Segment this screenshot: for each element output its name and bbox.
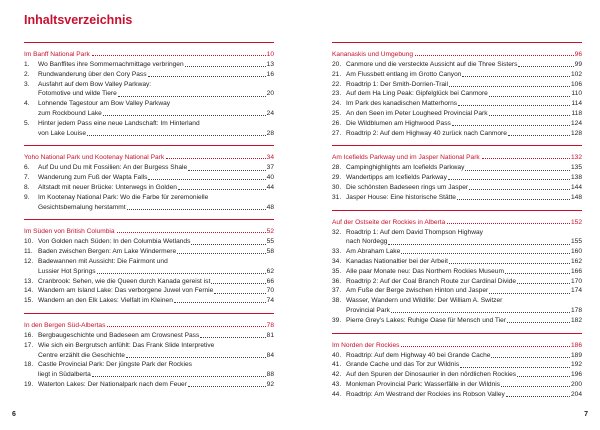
- section-heading-page: 78: [266, 321, 274, 329]
- section-heading: [24, 42, 274, 60]
- toc-entry: [24, 89, 274, 99]
- entry-title: Am Abraham Lake: [346, 248, 401, 256]
- toc-section: [24, 313, 274, 390]
- entry-page: 81: [266, 331, 274, 339]
- toc-entry: [332, 80, 582, 90]
- entry-number: 25.: [332, 109, 342, 117]
- entry-number: 13.: [24, 277, 34, 285]
- entry-title: Alle paar Monate neu: Das Northern Rockies Museum: [346, 267, 504, 275]
- entry-page: 28: [266, 129, 274, 137]
- entry-title: Altstadt mit neuer Brücke: Unterwegs in Golden: [38, 183, 177, 191]
- entry-page: 74: [266, 297, 274, 305]
- toc-entry: [332, 296, 582, 306]
- toc-entry: [332, 119, 582, 129]
- entry-title: Im Park des kanadischen Matterhorns: [346, 100, 458, 108]
- toc-entry: [24, 267, 274, 277]
- toc-entry: [24, 370, 274, 380]
- entry-title: Bergbaugeschichte und Badeseen am Crowsnest Pass: [38, 331, 200, 339]
- entry-page: 99: [574, 61, 582, 68]
- dot-leader: [517, 376, 570, 377]
- entry-number: 21.: [332, 70, 342, 78]
- dot-leader: [103, 115, 266, 116]
- dot-leader: [457, 199, 570, 200]
- entry-number: 24.: [332, 100, 342, 108]
- entry-number: 41.: [332, 361, 342, 369]
- dot-leader: [489, 293, 570, 294]
- dot-leader: [188, 170, 265, 171]
- dot-leader: [507, 322, 570, 323]
- toc-entry: [332, 277, 582, 287]
- dot-leader: [185, 66, 266, 67]
- toc-entry: [332, 109, 582, 119]
- entry-page: 13: [266, 61, 274, 68]
- entry-title: Am Flussbett entlang im Grotto Canyon: [346, 70, 462, 78]
- dot-leader: [87, 135, 266, 136]
- right-page-column: [332, 42, 582, 400]
- dot-leader: [117, 232, 266, 233]
- toc-title: Inhaltsverzeichnis: [24, 13, 133, 27]
- toc-entry: [332, 183, 582, 193]
- entry-number: 15.: [24, 297, 34, 305]
- toc-entry: [24, 80, 274, 90]
- section-heading-text: Am Icefields Parkway und im Jasper National Park: [332, 154, 480, 162]
- entry-title: Wandern am Island Lake: Das verborgene Juwel von Fernie: [38, 287, 214, 295]
- entry-page: 166: [570, 267, 582, 275]
- entry-title: Campinghighlights am Icefields Parkway: [346, 164, 465, 172]
- toc-entry: [24, 173, 274, 183]
- dot-leader: [391, 312, 570, 313]
- entry-page: 114: [571, 100, 582, 108]
- entry-title: Im Kootenay National Park: Wo die Farbe für zeremonielle: [38, 193, 209, 201]
- section-heading: [332, 145, 582, 163]
- entry-title: Auf dem Ha Ling Peak: Gipfelglück bei Canmore: [346, 90, 488, 98]
- toc-entry: [24, 163, 274, 173]
- section-heading: [332, 333, 582, 351]
- dot-leader: [107, 326, 265, 327]
- entry-number: 36.: [332, 277, 342, 285]
- entry-title: Wasser, Wandern und Wildlife: Der William A. Switzer: [346, 297, 503, 305]
- toc-entry: [332, 267, 582, 277]
- section-gap: [24, 212, 274, 219]
- entry-title: Provincial Park: [346, 306, 390, 314]
- section-gap: [24, 306, 274, 313]
- entry-title: Baden zwischen Bergen: Am Lake Windermere: [38, 248, 177, 256]
- entry-number: 39.: [332, 316, 342, 324]
- toc-entry: [332, 286, 582, 296]
- toc-section: [332, 210, 582, 326]
- entry-number: 8.: [24, 183, 30, 191]
- toc-entry: [332, 237, 582, 247]
- entry-title: Waterton Lakes: Der Nationalpark nach dem Feuer: [38, 380, 187, 388]
- entry-title: Die schönsten Badeseen rings um Jasper: [346, 183, 469, 191]
- dot-leader: [211, 283, 265, 284]
- dot-leader: [415, 55, 574, 56]
- entry-page: 174: [570, 287, 582, 295]
- dot-leader: [506, 396, 570, 397]
- dot-leader: [518, 66, 573, 67]
- entry-title: Roadtrip 2: Auf dem Highway 40 zurück nach Canmore: [346, 129, 507, 137]
- entry-number: 11.: [24, 248, 33, 256]
- dot-leader: [452, 125, 570, 126]
- section-heading-page: 152: [570, 218, 582, 226]
- entry-title: Grande Cache und das Tor zur Wildnis: [346, 361, 460, 369]
- entry-title: Roadtrip: Auf dem Highway 40 bei Grande Cache: [346, 351, 491, 359]
- dot-leader: [449, 263, 570, 264]
- entry-page: 118: [571, 109, 582, 117]
- entry-title: Gesichtsbemalung herstammt: [38, 203, 126, 211]
- section-heading: [24, 219, 274, 237]
- toc-entry: [332, 360, 582, 370]
- entry-title: Fotomotive und wilde Tiere: [38, 90, 117, 98]
- entry-page: 124: [570, 119, 582, 127]
- entry-title: Jasper House: Eine historische Stätte: [346, 193, 456, 201]
- right-page-number: 7: [584, 411, 588, 418]
- entry-page: 102: [570, 70, 582, 78]
- entry-title: Canmore und die versteckte Aussicht auf die Three Sisters: [346, 61, 518, 68]
- section-heading-text: Im Banff National Park: [24, 51, 90, 58]
- toc-entry: [332, 163, 582, 173]
- entry-page: 138: [570, 174, 582, 182]
- section-gap: [332, 203, 582, 210]
- toc-entry: [332, 129, 582, 139]
- dot-leader: [401, 253, 570, 254]
- toc-entry: [332, 390, 582, 400]
- entry-number: 7.: [24, 174, 30, 182]
- entry-title: Ausfahrt auf dem Bow Valley Parkway:: [38, 80, 152, 88]
- section-gap: [332, 138, 582, 145]
- entry-page: 170: [570, 277, 582, 285]
- entry-number: 31.: [332, 193, 342, 201]
- entry-page: 106: [570, 80, 582, 88]
- entry-page: 160: [570, 248, 582, 256]
- entry-title: nach Nordegg: [346, 238, 388, 246]
- section-heading-text: Im Norden der Rockies: [332, 341, 400, 349]
- entry-page: 200: [570, 380, 582, 388]
- dot-leader: [92, 376, 266, 377]
- entry-number: 17.: [24, 341, 34, 349]
- entry-page: 58: [266, 248, 274, 256]
- entry-title: Badewannen mit Aussicht: Die Fairmont und: [38, 257, 168, 265]
- entry-title: Roadtrip 2: Auf der Coal Branch Route zur Cardinal Divide: [346, 277, 517, 285]
- entry-page: 192: [570, 361, 582, 369]
- section-heading: [332, 210, 582, 228]
- entry-number: 9.: [24, 193, 30, 201]
- entry-page: 92: [266, 380, 274, 388]
- dot-leader: [465, 170, 570, 171]
- entry-page: 84: [266, 351, 274, 359]
- toc-entry: [24, 247, 274, 257]
- toc-entry: [24, 203, 274, 213]
- left-page-number: 6: [12, 411, 16, 418]
- entry-number: 22.: [332, 80, 342, 88]
- section-heading-page: 186: [570, 341, 582, 349]
- dot-leader: [505, 273, 570, 274]
- entry-page: 62: [266, 267, 274, 275]
- dot-leader: [191, 244, 265, 245]
- entry-title: Rundwanderung über den Cory Pass: [38, 70, 147, 78]
- entry-page: 189: [570, 351, 582, 359]
- toc-entry: [24, 277, 274, 287]
- dot-leader: [489, 115, 571, 116]
- entry-number: 10.: [24, 238, 34, 246]
- entry-number: 18.: [24, 361, 34, 369]
- entry-title: An den Seen im Peter Lougheed Provincial Park: [346, 109, 488, 117]
- entry-title: Wandern an den Elk Lakes: Vielfalt im Kleinen: [38, 297, 173, 305]
- entry-title: Lussier Hot Springs: [38, 267, 96, 275]
- dot-leader: [508, 135, 570, 136]
- section-gap: [24, 138, 274, 145]
- entry-page: 196: [570, 371, 582, 379]
- entry-page: 135: [570, 164, 582, 172]
- entry-title: Lohnende Tagestour am Bow Valley Parkway: [38, 100, 171, 108]
- entry-page: 55: [266, 238, 274, 246]
- toc-entry: [24, 380, 274, 390]
- entry-title: Am Fuße der Berge zwischen Hinton und Jasper: [346, 287, 489, 295]
- section-heading-text: In den Bergen Süd-Albertas: [24, 321, 106, 329]
- entry-page: 178: [570, 306, 582, 314]
- dot-leader: [126, 357, 266, 358]
- entry-page: 162: [570, 257, 582, 265]
- entry-number: 38.: [332, 297, 342, 305]
- dot-leader: [469, 189, 570, 190]
- entry-page: 37: [266, 164, 274, 172]
- toc-entry: [332, 60, 582, 70]
- dot-leader: [92, 55, 266, 56]
- entry-title: Roadtrip: Am Westrand der Rockies ins Robson Valley: [346, 390, 505, 398]
- toc-entry: [332, 316, 582, 326]
- section-heading-text: Auf der Ostseite der Rockies in Alberta: [332, 218, 446, 226]
- entry-title: liegt in Südalberta: [38, 371, 91, 379]
- entry-title: Wanderung zum Fuß der Wapta Falls: [38, 174, 148, 182]
- dot-leader: [462, 76, 570, 77]
- dot-leader: [166, 158, 266, 159]
- entry-title: Pierre Grey’s Lakes: Ruhige Oase für Mensch und Tier: [346, 316, 507, 324]
- dot-leader: [177, 253, 265, 254]
- toc-entry: [24, 341, 274, 351]
- toc-entry: [24, 360, 274, 370]
- toc-entry: [24, 119, 274, 129]
- entry-title: Wandertipps am Icefields Parkway: [346, 174, 447, 182]
- section-heading: [24, 313, 274, 331]
- toc-entry: [332, 380, 582, 390]
- dot-leader: [401, 346, 570, 347]
- entry-number: 12.: [24, 257, 34, 265]
- toc-entry: [332, 228, 582, 238]
- dot-leader: [388, 244, 570, 245]
- entry-title: Hinter jedem Pass eine neue Landschaft: Im Hinterland: [38, 119, 200, 127]
- dot-leader: [447, 223, 570, 224]
- entry-page: 20: [266, 90, 274, 98]
- dot-leader: [148, 179, 265, 180]
- toc-entry: [24, 99, 274, 109]
- entry-title: Castle Provincial Park: Der jüngste Park der Rockies: [38, 361, 192, 369]
- entry-page: 40: [266, 174, 274, 182]
- toc-section: [24, 145, 274, 212]
- section-heading-text: Im Süden von British Columbia: [24, 228, 115, 236]
- entry-number: 19.: [24, 380, 34, 388]
- section-heading: [332, 42, 582, 60]
- entry-number: 33.: [332, 248, 342, 256]
- entry-page: 128: [570, 129, 582, 137]
- section-heading-page: 96: [574, 51, 582, 58]
- entry-number: 28.: [332, 164, 342, 172]
- toc-entry: [24, 70, 274, 80]
- toc-section: [24, 219, 274, 306]
- dot-leader: [458, 105, 570, 106]
- dot-leader: [174, 302, 266, 303]
- entry-number: 27.: [332, 129, 342, 137]
- entry-number: 37.: [332, 287, 342, 295]
- entry-page: 44: [266, 183, 274, 191]
- entry-title: Cranbrook: Sehen, wie die Queen durch Kanada gereist ist: [38, 277, 211, 285]
- toc-section: [332, 145, 582, 202]
- entry-number: 6.: [24, 164, 30, 172]
- entry-number: 4.: [24, 100, 30, 108]
- entry-page: 155: [570, 238, 582, 246]
- section-gap: [332, 326, 582, 333]
- section-heading-page: 34: [266, 154, 274, 162]
- dot-leader: [517, 283, 570, 284]
- dot-leader: [127, 209, 266, 210]
- dot-leader: [448, 179, 570, 180]
- toc-entry: [332, 89, 582, 99]
- entry-number: 16.: [24, 331, 34, 339]
- entry-page: 16: [266, 70, 274, 78]
- toc-entry: [24, 331, 274, 341]
- entry-title: Von Golden nach Süden: In den Columbia Wetlands: [38, 238, 191, 246]
- entry-number: 29.: [332, 174, 342, 182]
- dot-leader: [200, 337, 265, 338]
- toc-entry: [332, 247, 582, 257]
- dot-leader: [178, 189, 266, 190]
- entry-number: 43.: [332, 380, 342, 388]
- dot-leader: [491, 357, 570, 358]
- section-heading-page: 10: [266, 51, 274, 58]
- entry-title: Wie sich ein Bergrutsch anfühlt: Das Frank Slide Interpretive: [38, 341, 215, 349]
- toc-entry: [332, 306, 582, 316]
- dot-leader: [188, 386, 266, 387]
- entry-number: 44.: [332, 390, 342, 398]
- left-page-column: [24, 42, 274, 390]
- section-heading-page: 52: [266, 228, 274, 236]
- entry-number: 20.: [332, 61, 342, 68]
- toc-section: [332, 42, 582, 138]
- toc-entry: [332, 70, 582, 80]
- entry-number: 30.: [332, 183, 342, 191]
- dot-leader: [489, 96, 571, 97]
- dot-leader: [501, 386, 570, 387]
- entry-page: 144: [570, 183, 582, 191]
- entry-number: 23.: [332, 90, 342, 98]
- entry-title: Wo Banffites ihre Sommernachmittage verbringen: [38, 61, 184, 68]
- toc-entry: [332, 173, 582, 183]
- entry-number: 32.: [332, 228, 342, 236]
- toc-entry: [24, 193, 274, 203]
- section-heading-page: 132: [570, 154, 582, 162]
- entry-number: 2.: [24, 70, 30, 78]
- entry-page: 182: [570, 316, 582, 324]
- toc-entry: [24, 183, 274, 193]
- toc-entry: [24, 286, 274, 296]
- dot-leader: [482, 158, 570, 159]
- entry-page: 66: [266, 277, 274, 285]
- entry-number: 40.: [332, 351, 342, 359]
- entry-title: Kanadas Nationaltier bei der Arbeit: [346, 257, 448, 265]
- entry-number: 3.: [24, 80, 30, 88]
- entry-number: 42.: [332, 371, 342, 379]
- entry-page: 148: [570, 193, 582, 201]
- section-heading-text: Yoho National Park und Kootenay National Park: [24, 154, 165, 162]
- entry-title: Roadtrip 1: Der Smith-Dorrien-Trail: [346, 80, 448, 88]
- entry-title: Roadtrip 1: Auf dem David Thompson Highway: [346, 228, 483, 236]
- entry-title: Monkman Provincial Park: Wasserfälle in der Wildnis: [346, 380, 501, 388]
- entry-page: 204: [570, 390, 582, 398]
- entry-title: Auf Du und Du mit Fossilien: An der Burgess Shale: [38, 164, 188, 172]
- toc-section: [332, 333, 582, 400]
- section-heading: [24, 145, 274, 163]
- entry-number: 14.: [24, 287, 34, 295]
- toc-entry: [24, 237, 274, 247]
- entry-number: 35.: [332, 267, 342, 275]
- toc-entry: [332, 193, 582, 203]
- dot-leader: [148, 76, 266, 77]
- entry-page: 24: [266, 109, 274, 117]
- entry-title: von Lake Louise: [38, 129, 87, 137]
- entry-page: 48: [266, 203, 274, 211]
- entry-title: Auf den Spuren der Dinosaurier in den nördlichen Rockies: [346, 371, 517, 379]
- toc-entry: [24, 257, 274, 267]
- dot-leader: [118, 96, 266, 97]
- toc-section: [24, 42, 274, 138]
- dot-leader: [97, 273, 266, 274]
- toc-entry: [332, 351, 582, 361]
- entry-number: 34.: [332, 257, 342, 265]
- dot-leader: [214, 293, 265, 294]
- toc-entry: [332, 257, 582, 267]
- entry-page: 110: [571, 90, 582, 98]
- toc-entry: [332, 99, 582, 109]
- entry-page: 70: [266, 287, 274, 295]
- toc-entry: [24, 109, 274, 119]
- dot-leader: [460, 367, 570, 368]
- entry-title: Die Wildblumen am Highwood Pass: [346, 119, 451, 127]
- entry-number: 5.: [24, 119, 30, 127]
- entry-number: 26.: [332, 119, 342, 127]
- toc-entry: [24, 296, 274, 306]
- section-heading-text: Kananaskis und Umgebung: [332, 51, 414, 58]
- toc-entry: [24, 351, 274, 361]
- toc-entry: [332, 370, 582, 380]
- entry-title: Centre erzählt die Geschichte: [38, 351, 125, 359]
- toc-entry: [24, 60, 274, 70]
- dot-leader: [449, 86, 570, 87]
- entry-page: 88: [266, 371, 274, 379]
- entry-title: zum Rockbound Lake: [38, 109, 102, 117]
- entry-number: 1.: [24, 61, 30, 68]
- toc-entry: [24, 129, 274, 139]
